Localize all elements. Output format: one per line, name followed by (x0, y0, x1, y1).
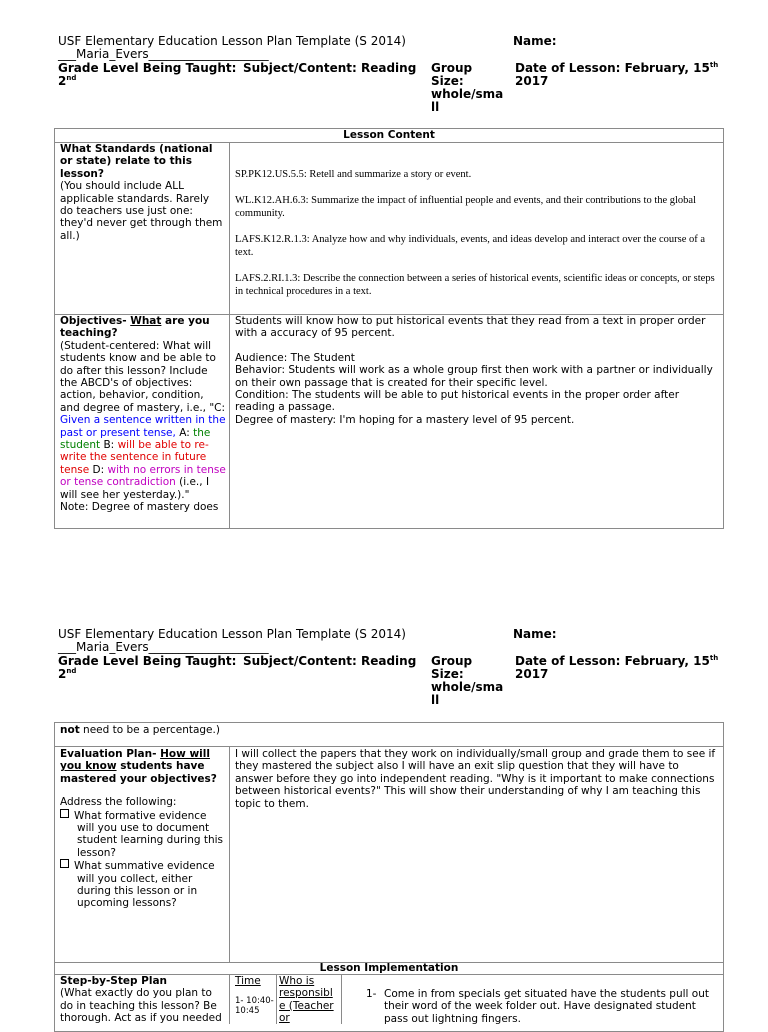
lesson-content-heading: Lesson Content (343, 129, 435, 141)
time-value: 1- 10:40-10:45 (235, 996, 274, 1017)
evaluation-bullet: What summative evidence will you collect, either during this lesson or in upcoming lessons? (60, 859, 226, 910)
step-text: Come in from specials get situated have the students pull out their word of the week folder out. Have designated student pass out lightning fingers. (384, 988, 709, 1025)
step-plan-label: Step-by-Step Plan (What exactly do you plan to do in teaching this lesson? Be thorough. Act as if you needed (60, 975, 222, 1025)
objective-behavior: Behavior: Students will work as a whole group first then work with a partner or individually on their own passage that is created for their specific level. (235, 364, 713, 389)
standard-item: SP.PK12.US.5.5: Retell and summarize a story or event. (235, 169, 472, 180)
standards-list (235, 168, 717, 298)
objective-degree: Degree of mastery: I'm hoping for a mastery level of 95 percent. (235, 413, 575, 426)
objective-text: Students will know how to put historical events that they read from a text in proper order with a accuracy of 95 percent. (235, 315, 706, 340)
step-number: 1- (366, 988, 377, 1000)
standard-item: WL.K12.AH.6.3: Summarize the impact of influential people and events, and their contributions to the global community. (235, 195, 697, 219)
standard-item: LAFS.2.RI.1.3: Describe the connection between a series of historical events, scientific ideas or concepts, or steps in technical procedures in a text. (235, 273, 715, 297)
date-label: Date of Lesson: February, 15th 2017 (515, 654, 719, 681)
objective-audience: Audience: The Student (235, 351, 355, 364)
who-responsible-header: Who is responsibl e (Teacher or (279, 975, 334, 1025)
objectives-label: Objectives- What are you teaching? (Student-centered: What will students know and be able to do after this lesson? Include the ABCD's of objectives: action, behavior, condition, and degree of mastery, i.e., "C: Given a sentence written in the past or present tense, A: the student B: will be able to re-write the sentence in future tense D: with no errors in tense or tense contradiction (i.e., I will see her yesterday.)." Note: Degree of mastery does (60, 315, 226, 514)
checkbox-icon (60, 809, 69, 818)
group-size-label: Group Size: whole/sma ll (431, 654, 504, 707)
address-label: Address the following: (60, 796, 177, 809)
student-name: ___Maria_Evers____________________ (58, 47, 269, 61)
lesson-implementation-heading: Lesson Implementation (319, 962, 459, 974)
objective-condition: Condition: The students will be able to put historical events in the proper order after reading a passage. (235, 389, 680, 414)
mastery-note-continued: not need to be a percentage.) (60, 724, 220, 736)
template-title: USF Elementary Education Lesson Plan Template (S 2014) (58, 627, 406, 641)
evaluation-label: Evaluation Plan- How will you know students have mastered your objectives? Address the following: What formative evidence will you use to document student learning during this lesson? What summative evidence will you collect, either during this lesson or in upcoming lessons? (60, 748, 226, 910)
subject-label: Subject/Content: Reading (243, 61, 417, 75)
standards-label: What Standards (national or state) relate to this lesson? (You should include ALL applicable standards. Rarely do teachers use just one: they'd never get through them all.) (60, 143, 223, 242)
objectives-body (235, 315, 717, 426)
grade-label: Grade Level Being Taught: (58, 654, 237, 668)
group-size-label: Group Size: whole/sma ll (431, 61, 504, 114)
name-label: Name: (513, 627, 557, 641)
date-label: Date of Lesson: February, 15th 2017 (515, 61, 719, 88)
student-name: ___Maria_Evers____________________ (58, 640, 269, 654)
template-title: USF Elementary Education Lesson Plan Template (S 2014) (58, 34, 406, 48)
subject-label: Subject/Content: Reading (243, 654, 417, 668)
name-label: Name: (513, 34, 557, 48)
evaluation-bullet: What formative evidence will you use to document student learning during this lesson? (60, 809, 226, 860)
grade-label: Grade Level Being Taught: (58, 61, 237, 75)
time-column: Time 1- 10:40-10:45 (235, 975, 274, 1017)
standard-item: LAFS.K12.R.1.3: Analyze how and why individuals, events, and ideas develop and interact over the course of a text. (235, 234, 706, 258)
grade-value: 2nd (58, 74, 77, 88)
grade-value: 2nd (58, 667, 77, 681)
evaluation-body: I will collect the papers that they work on individually/small group and grade them to see if they mastered the subject also I will have an exit slip question that they will have to answer before they go into independent reading. "Why is it important to make connections between historical events?" This will show their understanding of why I am teaching this topic to them. (235, 748, 716, 810)
checkbox-icon (60, 859, 69, 868)
